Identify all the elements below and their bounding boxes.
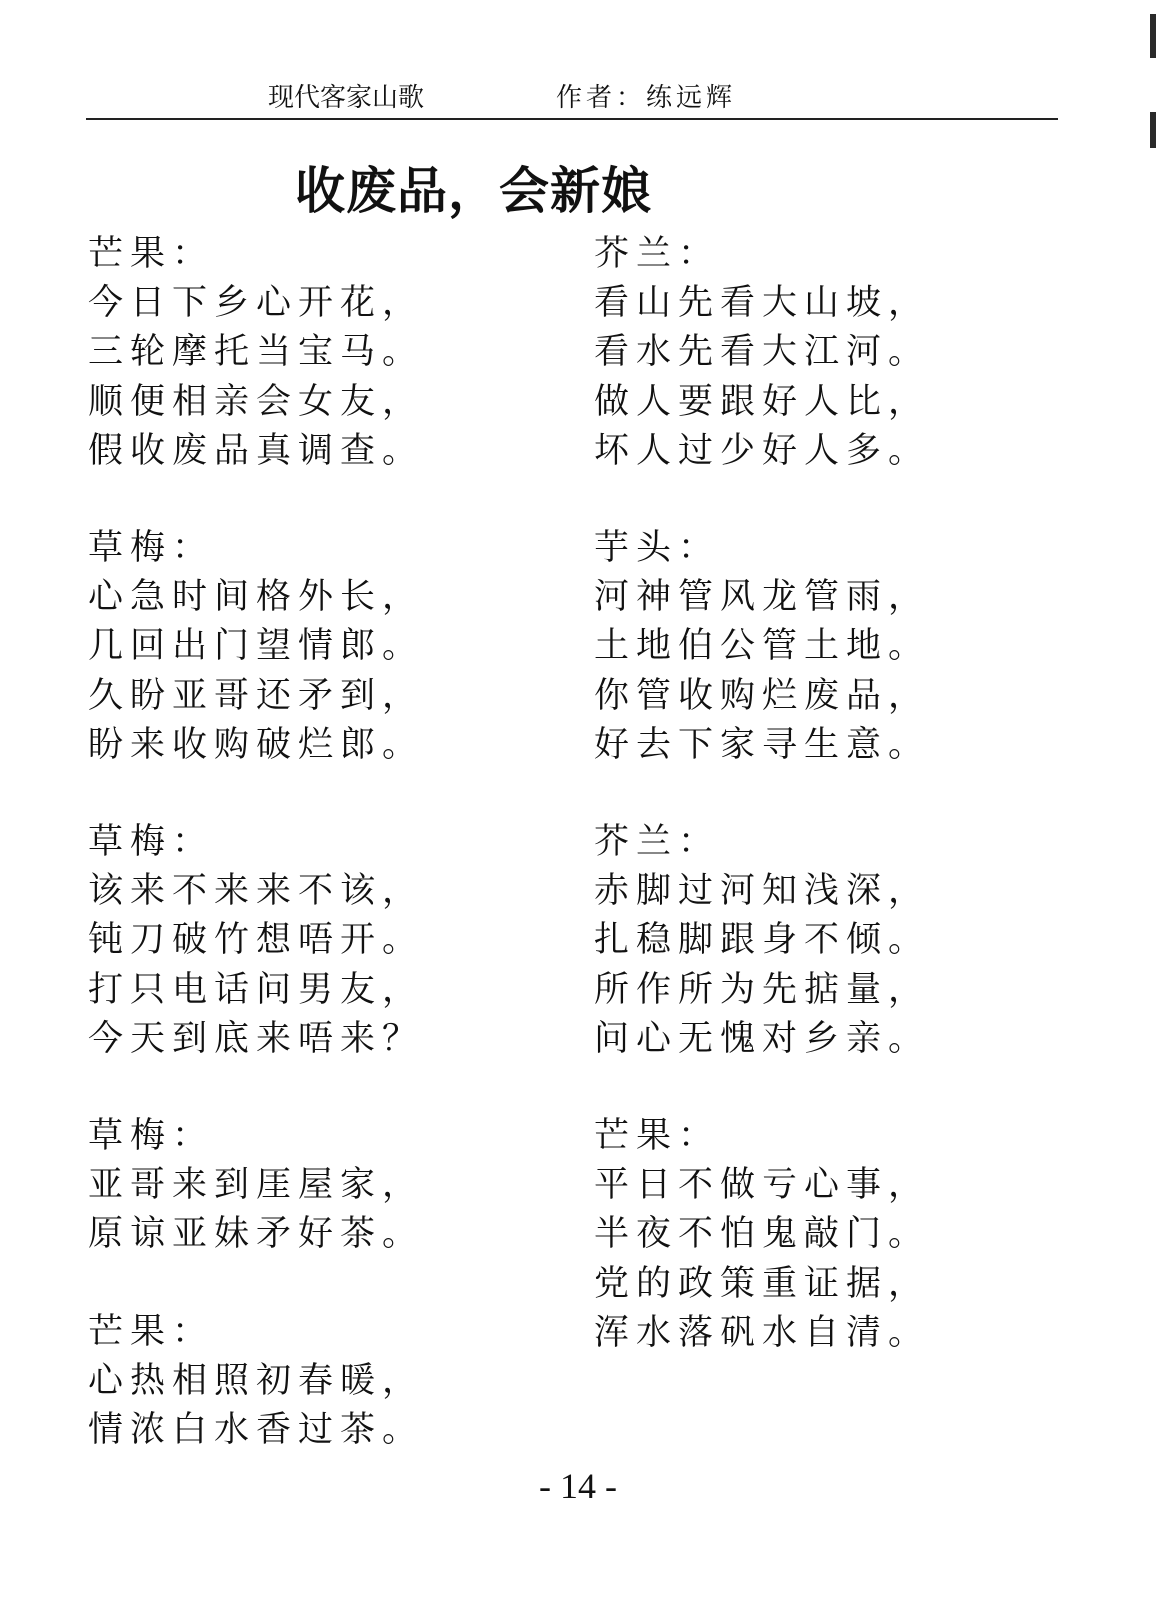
author-credit: 作者：练远辉 (556, 83, 737, 113)
verse-line: 钝刀破竹想唔开。 (88, 920, 425, 961)
verse-line: 扎稳脚跟身不倾。 (594, 920, 931, 961)
stanza (88, 524, 548, 770)
page-number: - 14 - (539, 1466, 617, 1506)
speaker-label: 芒果： (594, 1116, 721, 1157)
verse-line: 问心无愧对乡亲。 (594, 1018, 931, 1059)
collection-title: 现代客家山歌 (268, 83, 425, 113)
verse-line: 做人要跟好人比， (594, 381, 931, 422)
stanza (88, 230, 548, 476)
verse-line: 原谅亚妹矛好茶。 (88, 1214, 425, 1255)
left-column (88, 230, 548, 1503)
stanza (594, 1112, 1054, 1358)
stanza (88, 818, 548, 1064)
verse-line: 今日下乡心开花， (88, 283, 425, 324)
verse-line: 看水先看大江河。 (594, 332, 931, 373)
stanza (594, 230, 1054, 476)
speaker-label: 芥兰： (594, 822, 721, 863)
scan-edge-mark (1150, 14, 1156, 58)
verse-line: 半夜不怕鬼敲门。 (594, 1214, 931, 1255)
verse-line: 久盼亚哥还矛到， (88, 675, 425, 716)
verse-line: 河神管风龙管雨， (594, 577, 931, 618)
speaker-label: 草梅： (88, 822, 215, 863)
poem-title: 收废品，会新娘 (295, 161, 652, 220)
speaker-label: 芥兰： (594, 234, 721, 274)
header-rule (86, 118, 1058, 120)
speaker-label: 芋头： (594, 528, 721, 569)
verse-line: 心热相照初春暖， (88, 1360, 425, 1401)
verse-line: 顺便相亲会女友， (88, 381, 425, 422)
verse-line: 该来不来来不该， (88, 871, 425, 912)
stanza (88, 1308, 548, 1456)
verse-line: 所作所为先掂量， (594, 969, 931, 1010)
verse-line: 浑水落矾水自清。 (594, 1312, 931, 1353)
verse-line: 假收废品真调查。 (88, 430, 425, 471)
stanza (88, 1112, 548, 1260)
verse-line: 情浓白水香过茶。 (88, 1410, 425, 1451)
speaker-label: 草梅： (88, 528, 215, 569)
speaker-label: 芒果： (88, 234, 215, 274)
verse-line: 几回出门望情郎。 (88, 626, 425, 667)
verse-line: 看山先看大山坡， (594, 283, 931, 324)
stanza (594, 818, 1054, 1064)
verse-line: 亚哥来到厓屋家， (88, 1165, 425, 1206)
verse-line: 坏人过少好人多。 (594, 430, 931, 471)
speaker-label: 草梅： (88, 1116, 215, 1157)
verse-line: 三轮摩托当宝马。 (88, 332, 425, 373)
verse-line: 赤脚过河知浅深， (594, 871, 931, 912)
verse-line: 今天到底来唔来？ (88, 1018, 425, 1059)
verse-line: 打只电话问男友， (88, 969, 425, 1010)
verse-line: 好去下家寻生意。 (594, 724, 931, 765)
verse-line: 盼来收购破烂郎。 (88, 724, 425, 765)
verse-line: 平日不做亏心事， (594, 1165, 931, 1206)
stanza (594, 524, 1054, 770)
verse-line: 党的政策重证据， (594, 1263, 931, 1304)
running-header (0, 80, 1156, 120)
verse-line: 你管收购烂废品， (594, 675, 931, 716)
speaker-label: 芒果： (88, 1311, 215, 1352)
verse-line: 心急时间格外长， (88, 577, 425, 618)
right-column (594, 230, 1054, 1406)
verse-line: 土地伯公管土地。 (594, 626, 931, 667)
